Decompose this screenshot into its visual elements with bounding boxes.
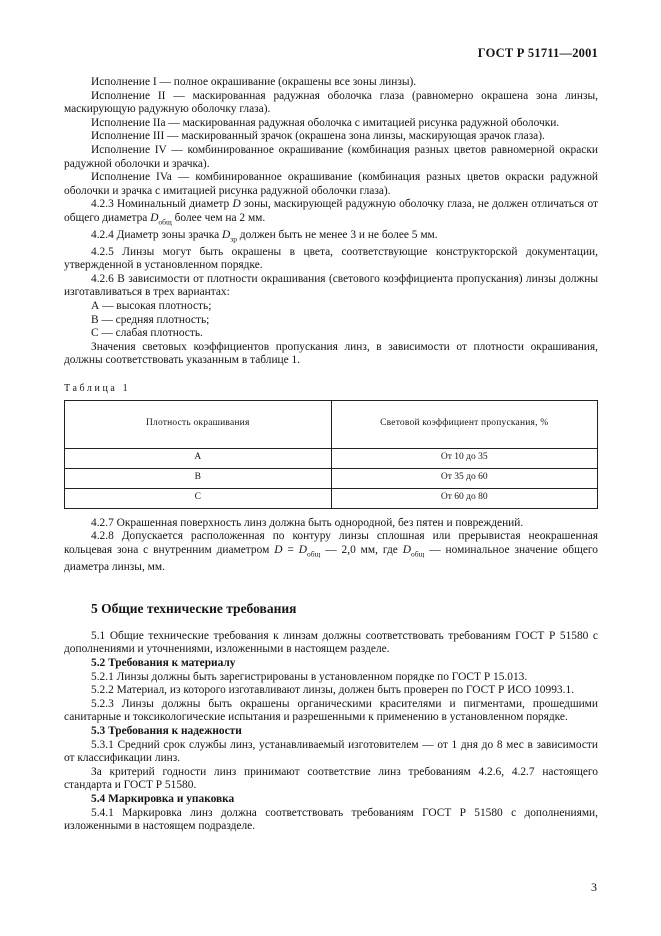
table-cell: В bbox=[65, 468, 332, 488]
clause-4-2-4: 4.2.4 Диаметр зоны зрачка $D_{зр}$ должен быть не менее 3 и не более 5 мм. bbox=[91, 228, 438, 244]
clause-5-2-2: 5.2.2 Материал, из которого изготавливают линзы, должен быть проверен по ГОСТ Р ИСО 10993.1. bbox=[91, 684, 574, 697]
clause-5-2-1: 5.2.1 Линзы должны быть зарегистрированы в установленном порядке по ГОСТ Р 15.013. bbox=[91, 670, 528, 683]
subsection-5-3-title: 5.3 Требования к надежности bbox=[91, 725, 242, 738]
table-cell: С bbox=[65, 488, 332, 508]
subsection-5-4-title: 5.4 Маркировка и упаковка bbox=[91, 793, 235, 805]
table-cell: От 35 до 60 bbox=[331, 468, 598, 488]
table-header-row bbox=[65, 400, 598, 448]
table-row bbox=[65, 468, 598, 488]
table-cell: А bbox=[65, 448, 332, 468]
table-reference: Значения световых коэффициентов пропускания линз, в зависимости от плотности окрашивания, должны соответствовать указанным в таблице 1. bbox=[64, 340, 598, 367]
validity-criterion: За критерий годности линз принимают соответствие линз требованиям 4.2.6, 4.2.7 настоящего стандарта и ГОСТ Р 51580. bbox=[64, 765, 598, 792]
page-number: 3 bbox=[591, 880, 597, 894]
table-row bbox=[65, 448, 598, 468]
clause-4-2-7: 4.2.7 Окрашенная поверхность линз должна быть однородной, без пятен и повреждений. bbox=[91, 516, 524, 529]
clause-4-2-5: 4.2.5 Линзы могут быть окрашены в цвета, соответствующие конструкторской документации, утвержденной в установленном порядке. bbox=[64, 245, 598, 272]
execution-1: Исполнение I — полное окрашивание (окрашены все зоны линзы). bbox=[91, 76, 417, 88]
execution-4: Исполнение IV — комбинированное окрашивание (комбинация разных цветов равномерной окраски радужной оболочки и зрачка). bbox=[64, 143, 598, 170]
clause-5-4-1: 5.4.1 Маркировка линз должна соответствовать требованиям ГОСТ Р 51580 с дополнениями, изложенными в настоящем подразделе. bbox=[64, 806, 598, 833]
execution-2a: Исполнение IIa — маскированная радужная оболочка с имитацией рисунка радужной оболочки. bbox=[91, 116, 560, 129]
execution-3: Исполнение III — маскированный зрачок (окрашена зона линзы, маскирующая зрачок глаза). bbox=[91, 130, 545, 143]
document-header: ГОСТ Р 51711—2001 bbox=[477, 46, 598, 60]
density-c: С — слабая плотность. bbox=[91, 327, 203, 340]
table-header-density: Плотность окрашивания bbox=[65, 400, 332, 448]
density-a: А — высокая плотность; bbox=[91, 300, 212, 313]
clause-4-2-6: 4.2.6 В зависимости от плотности окрашивания (светового коэффициента пропускания) линзы должны изготавливаться в трех вариантах: bbox=[64, 272, 598, 299]
table-cell: От 60 до 80 bbox=[331, 488, 598, 508]
clause-5-3-1: 5.3.1 Средний срок службы линз, устанавливаемый изготовителем — от 1 дня до 8 мес в зависимости от классификации линз. bbox=[64, 738, 598, 765]
table-caption: Таблица 1 bbox=[64, 383, 131, 395]
table-row bbox=[65, 488, 598, 508]
document-body bbox=[64, 76, 598, 834]
clause-4-2-8: 4.2.8 Допускается расположенная по контуру линзы сплошная или прерывистая неокрашенная кольцевая зона с внутренним диаметром $D = D_{общ}$ — 2,0 мм, где $D_{общ}$ — номинальное значение общего диаметра линзы, мм. bbox=[64, 530, 598, 573]
table-cell: От 10 до 35 bbox=[331, 448, 598, 468]
table-header-transmission: Световой коэффициент пропускания, % bbox=[331, 400, 598, 448]
density-b: В — средняя плотность; bbox=[91, 313, 210, 326]
subsection-5-2-title: 5.2 Требования к материалу bbox=[91, 657, 236, 670]
clause-4-2-3: 4.2.3 Номинальный диаметр D зоны, маскирующей радужную оболочку глаза, не должен отличаться от общего диаметра $D_{общ}$ более чем на 2 мм. bbox=[64, 198, 598, 227]
transmission-table bbox=[64, 400, 598, 509]
clause-5-2-3: 5.2.3 Линзы должны быть окрашены органическими красителями и пигментами, прошедшими санитарные и токсикологические испытания и разрешенными к применению в установленном порядке. bbox=[64, 697, 598, 724]
clause-5-1: 5.1 Общие технические требования к линзам должны соответствовать требованиям ГОСТ Р 51580 с дополнениями и уточнениями, изложенными в настоящем разделе. bbox=[64, 629, 598, 656]
execution-2: Исполнение II — маскированная радужная оболочка глаза (равномерно окрашена зона линзы, маскирующую радужную оболочку глаза). bbox=[64, 89, 598, 116]
section-5-title: 5 Общие технические требования bbox=[91, 601, 297, 617]
execution-4a: Исполнение IVa — комбинированное окрашивание (комбинация разных цветов окраски радужной оболочки и зрачка с имитацией рисунка радужной оболочки глаза). bbox=[64, 171, 598, 197]
